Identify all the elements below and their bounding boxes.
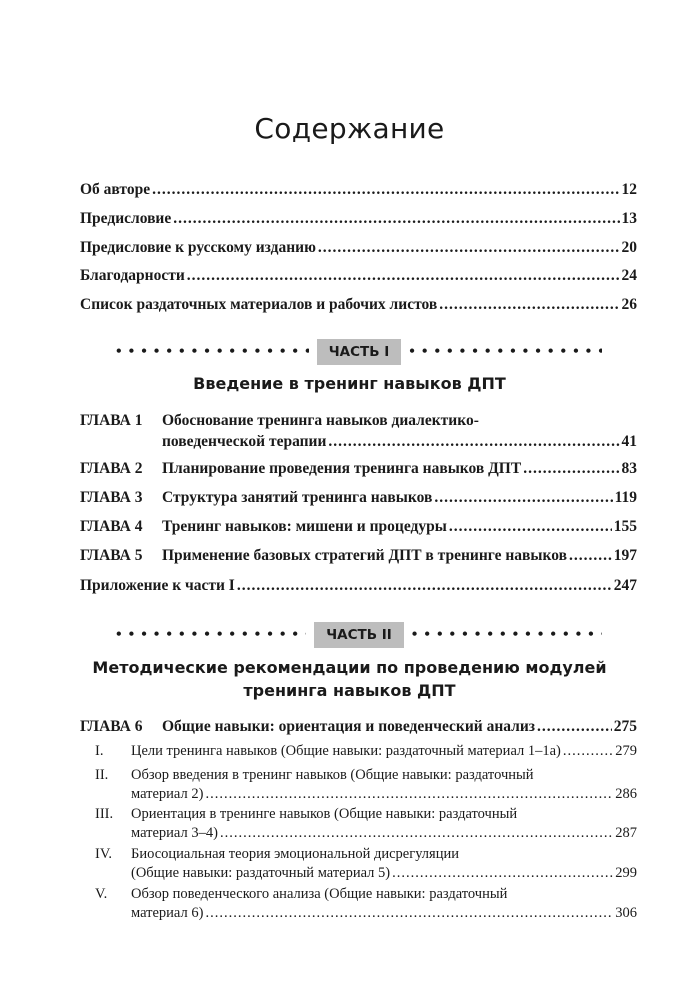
section-title-line1: Биосоциальная теория эмоциональной дисрегуляции <box>131 846 459 862</box>
leader-dots <box>187 266 620 286</box>
dot-rule <box>116 627 306 643</box>
section-title-line2: материал 6) <box>131 905 204 921</box>
part1-divider <box>116 339 602 365</box>
toc-entry-preface[interactable] <box>80 209 637 229</box>
section-title-line1: Обзор поведенческого анализа (Общие навыки: раздаточный <box>131 886 508 902</box>
toc-entry-page: 13 <box>621 210 637 227</box>
section-title-line1: Ориентация в тренинге навыков (Общие навыки: раздаточный <box>131 806 518 822</box>
page-title: Содержание <box>254 112 445 145</box>
chapter-title: Планирование проведения тренинга навыков ДПТ <box>162 460 522 477</box>
dot-rule <box>412 627 602 643</box>
toc-chapter-2[interactable] <box>80 458 637 479</box>
leader-dots <box>434 487 612 508</box>
part1-badge: ЧАСТЬ I <box>317 339 402 365</box>
section-number: I. <box>95 743 104 759</box>
leader-dots <box>392 864 613 883</box>
leader-dots <box>537 716 612 737</box>
toc-entry-page: 12 <box>621 181 637 198</box>
toc-entry-label: Благодарности <box>80 267 185 284</box>
toc-section-3[interactable] <box>95 805 637 843</box>
chapter-page: 83 <box>621 460 637 477</box>
toc-entry-page: 20 <box>621 239 637 256</box>
leader-dots <box>328 431 619 452</box>
toc-section-1[interactable] <box>95 742 637 761</box>
toc-chapter-4[interactable] <box>80 516 637 537</box>
chapter-number: ГЛАВА 4 <box>80 518 143 535</box>
section-title-line2: (Общие навыки: раздаточный материал 5) <box>131 865 391 881</box>
section-page: 286 <box>615 786 637 802</box>
leader-dots <box>205 904 613 923</box>
dot-rule <box>409 344 602 360</box>
appendix-page: 247 <box>613 577 637 594</box>
chapter-number: ГЛАВА 3 <box>80 489 143 506</box>
toc-entry-label: Предисловие <box>80 210 172 227</box>
toc-section-2[interactable] <box>95 766 637 804</box>
leader-dots <box>449 516 612 537</box>
part2-divider <box>116 622 602 648</box>
toc-chapter-1[interactable] <box>80 410 637 452</box>
dot-rule <box>116 344 309 360</box>
leader-dots <box>563 742 613 761</box>
chapter-title: Структура занятий тренинга навыков <box>162 489 433 506</box>
leader-dots <box>523 458 619 479</box>
leader-dots <box>220 824 613 843</box>
part2-title-line2: тренинга навыков ДПТ <box>243 681 456 700</box>
chapter-page: 275 <box>613 718 637 735</box>
section-page: 279 <box>615 743 637 759</box>
section-number: V. <box>95 886 108 902</box>
leader-dots <box>569 545 612 566</box>
section-number: III. <box>95 806 114 822</box>
section-title-line2: материал 3–4) <box>131 825 218 841</box>
chapter-page: 119 <box>614 489 637 506</box>
toc-section-4[interactable] <box>95 845 637 883</box>
section-page: 287 <box>615 825 637 841</box>
section-number: IV. <box>95 846 113 862</box>
toc-entry-preface-russian[interactable] <box>80 238 637 258</box>
chapter-page: 41 <box>621 433 637 450</box>
part2-badge: ЧАСТЬ II <box>314 622 404 648</box>
toc-entry-label: Предисловие к русскому изданию <box>80 239 316 256</box>
leader-dots <box>173 209 619 229</box>
chapter-title-line2: поведенческой терапии <box>162 433 327 450</box>
toc-chapter-5[interactable] <box>80 545 637 566</box>
part2-title-line1: Методические рекомендации по проведению модулей <box>92 658 607 677</box>
section-title: Цели тренинга навыков (Общие навыки: раздаточный материал 1–1а) <box>131 743 561 759</box>
leader-dots <box>318 238 620 258</box>
leader-dots <box>205 785 613 804</box>
toc-chapter-3[interactable] <box>80 487 637 508</box>
chapter-title: Тренинг навыков: мишени и процедуры <box>162 518 447 535</box>
chapter-number: ГЛАВА 5 <box>80 547 143 564</box>
chapter-number: ГЛАВА 2 <box>80 460 143 477</box>
chapter-title: Общие навыки: ориентация и поведенческий анализ <box>162 718 535 735</box>
section-title-line1: Обзор введения в тренинг навыков (Общие навыки: раздаточный <box>131 767 534 783</box>
leader-dots <box>237 576 612 596</box>
toc-entry-handouts-list[interactable] <box>80 295 637 315</box>
section-page: 299 <box>615 865 637 881</box>
section-page: 306 <box>615 905 637 921</box>
chapter-page: 155 <box>613 518 637 535</box>
leader-dots <box>439 295 619 315</box>
section-number: II. <box>95 767 109 783</box>
chapter-title: Применение базовых стратегий ДПТ в тренинге навыков <box>162 547 567 564</box>
chapter-page: 197 <box>613 547 637 564</box>
section-title-line2: материал 2) <box>131 786 204 802</box>
toc-entry-page: 26 <box>621 296 637 313</box>
toc-entry-label: Список раздаточных материалов и рабочих листов <box>80 296 438 313</box>
chapter-number: ГЛАВА 1 <box>80 412 143 429</box>
toc-entry-about-author[interactable] <box>80 180 637 200</box>
appendix-label: Приложение к части I <box>80 577 235 594</box>
toc-chapter-6[interactable] <box>80 716 637 737</box>
toc-entry-label: Об авторе <box>80 181 151 198</box>
toc-entry-page: 24 <box>621 267 637 284</box>
toc-appendix-part1[interactable] <box>80 576 637 596</box>
toc-entry-acknowledgements[interactable] <box>80 266 637 286</box>
leader-dots <box>152 180 619 200</box>
chapter-number: ГЛАВА 6 <box>80 718 143 735</box>
part1-title: Введение в тренинг навыков ДПТ <box>193 374 506 393</box>
chapter-title-line1: Обоснование тренинга навыков диалектико- <box>162 412 479 429</box>
toc-section-5[interactable] <box>95 885 637 923</box>
